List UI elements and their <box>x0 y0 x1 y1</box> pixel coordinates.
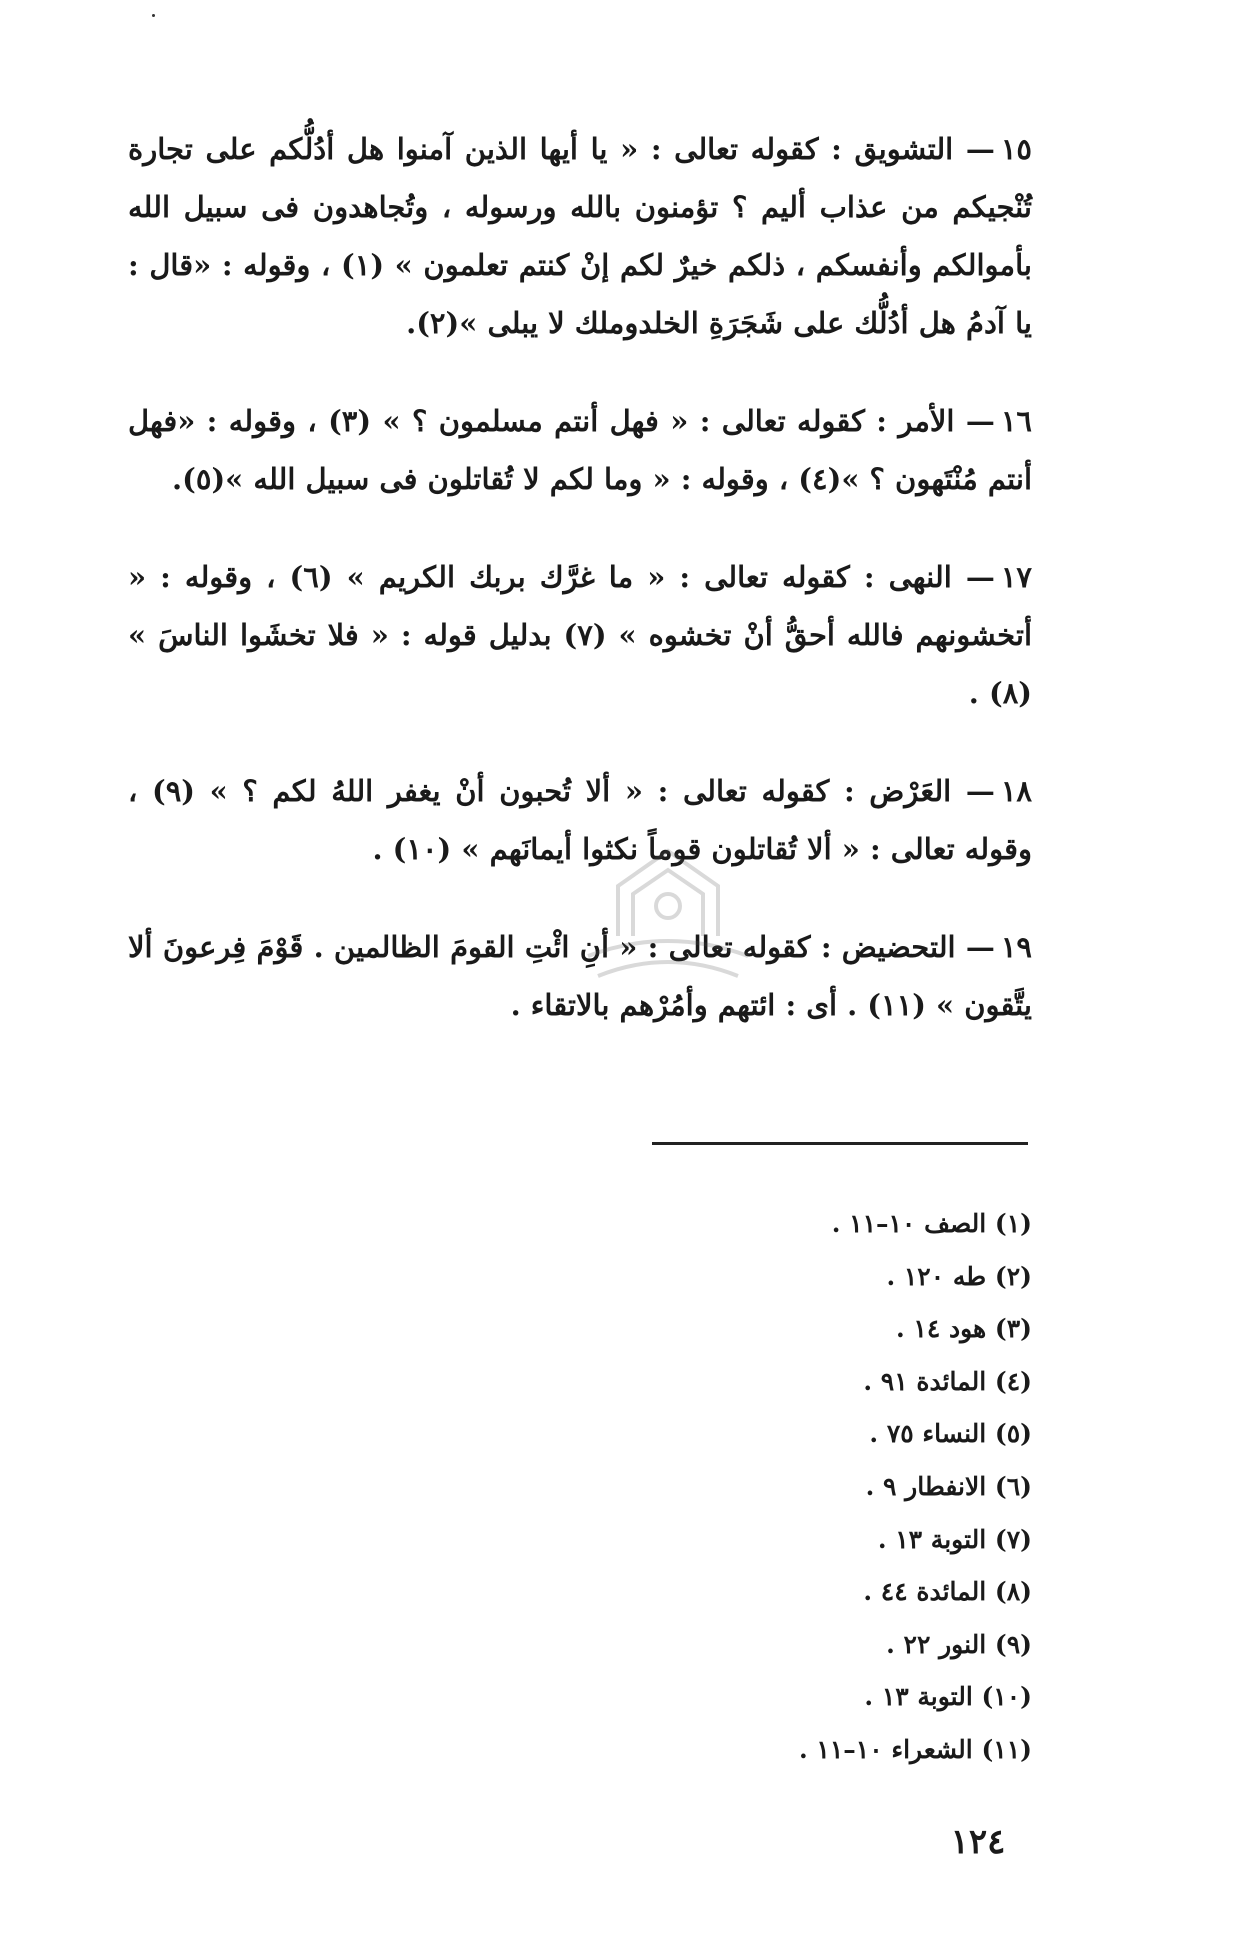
paragraph-text: — التشويق : كقوله تعالى : « يا أيها الذين آمنوا هل أدُلُّكم على تجارة تُنْجيكم من عذاب أليم ؟ تؤمنون بالله ورسوله ، وتُجاهدون فى سبيل الله بأموالكم وأنفسكم ، ذلكم خيرٌ لكم إنْ كنتم تعلمون » (١) ، وقوله : «قال : يا آدمُ هل أدُلُّك على شَجَرَةِ الخلدوملك لا يبلى »(٢). <box>128 132 1032 340</box>
footnote: (٨) المائدة ٤٤ . <box>863 1577 1032 1607</box>
paragraph-text: — الأمر : كقوله تعالى : « فهل أنتم مسلمون ؟ » (٣) ، وقوله : «فهل أنتم مُنْتَهون ؟ »(٤) ، وقوله : « وما لكم لا تُقاتلون فى سبيل الله »(٥). <box>128 404 1032 496</box>
library-watermark-stamp <box>548 826 788 996</box>
footnote: (٥) النساء ٧٥ . <box>869 1419 1032 1449</box>
footnote: (٣) هود ١٤ . <box>895 1314 1032 1344</box>
footnote: (٢) طه ١٢٠ . <box>886 1261 1032 1291</box>
paragraph-text: — النهى : كقوله تعالى : « ما غرَّك بربك الكريم » (٦) ، وقوله : « أتخشونهم فالله أحقُّ أنْ تخشوه » (٧) بدليل قوله : « فلا تخشَوا الناسَ » (٨) . <box>128 560 1032 710</box>
paragraph-16 <box>128 392 1032 508</box>
paragraph-number: ١٦ <box>1000 404 1032 438</box>
footnote: (٩) النور ٢٢ . <box>886 1629 1032 1659</box>
scan-speck <box>152 14 155 17</box>
footnote: (٦) الانفطار ٩ . <box>865 1471 1032 1501</box>
paragraph-text: — التحضيض : كقوله تعالى : « أنِ ائْتِ القومَ الظالمين . قَوْمَ فِرعونَ ألا يتَّقون » (١١) . أى : ائتهم وأمُرْهم بالاتقاء . <box>128 930 1032 1022</box>
paragraph-15 <box>128 120 1032 352</box>
paragraph-number: ١٩ <box>1000 930 1032 964</box>
footnote: (١) الصف ١٠–١١ . <box>831 1209 1032 1238</box>
page-number: ١٢٤ <box>950 1822 1006 1862</box>
footnote: (١١) الشعراء ١٠–١١ . <box>798 1734 1032 1764</box>
footnote: (١٠) التوبة ١٣ . <box>864 1682 1032 1712</box>
paragraph-17 <box>128 548 1032 722</box>
paragraph-text: — العَرْض : كقوله تعالى : « ألا تُحبون أنْ يغفر اللهُ لكم ؟ » (٩) ، وقوله تعالى : « ألا تُقاتلون قوماً نكثوا أيمانَهم » (١٠) . <box>128 774 1032 866</box>
footnotes <box>799 1198 1032 1777</box>
paragraph-number: ١٨ <box>1000 774 1032 808</box>
paragraph-number: ١٧ <box>1000 560 1032 594</box>
paragraph-number: ١٥ <box>1000 132 1032 166</box>
footnote: (٧) التوبة ١٣ . <box>877 1524 1032 1554</box>
footnote: (٤) المائدة ٩١ . <box>863 1366 1032 1396</box>
footnote-separator <box>652 1142 1028 1145</box>
